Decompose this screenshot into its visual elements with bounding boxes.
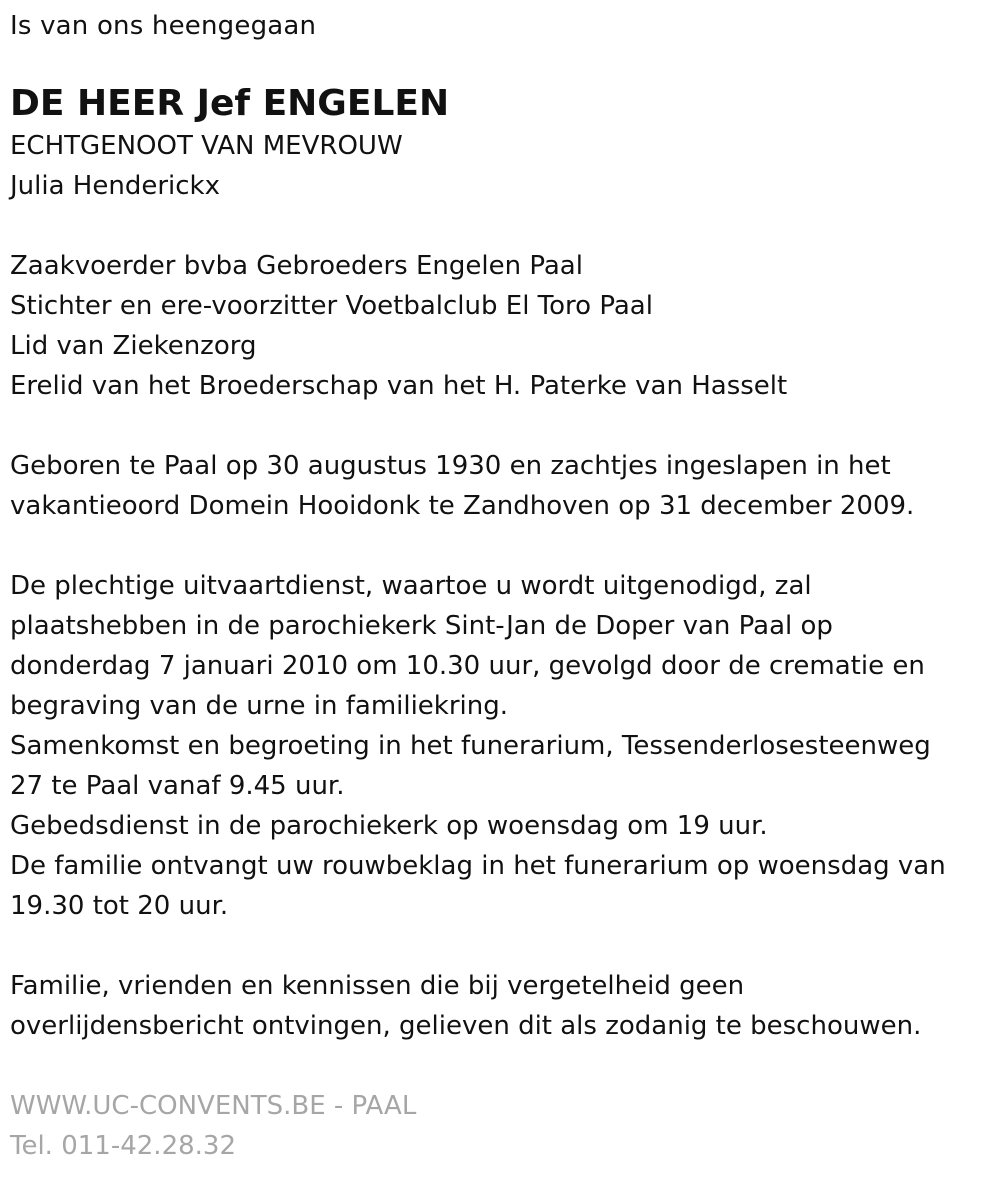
spacer <box>10 206 995 246</box>
paragraph-line: De familie ontvangt uw rouwbeklag in het funerarium op woensdag van <box>10 851 946 881</box>
paragraph-line: De plechtige uitvaartdienst, waartoe u wordt uitgenodigd, zal <box>10 571 812 601</box>
paragraph-line: overlijdensbericht ontvingen, gelieven dit als zodanig te beschouwen. <box>10 1011 922 1041</box>
notice-paragraph <box>10 966 995 1046</box>
spacer <box>10 526 995 566</box>
role-line: Zaakvoerder bvba Gebroeders Engelen Paal <box>10 251 583 281</box>
spacer <box>10 926 995 966</box>
paragraph-line: Gebedsdienst in de parochiekerk op woensdag om 19 uur. <box>10 811 768 841</box>
spacer <box>10 1046 995 1086</box>
death-notice <box>10 6 995 1166</box>
paragraph-line: 27 te Paal vanaf 9.45 uur. <box>10 771 345 801</box>
roles-list <box>10 246 995 406</box>
spouse-label: ECHTGENOOT VAN MEVROUW <box>10 131 403 161</box>
spouse-name: Julia Henderickx <box>10 171 220 201</box>
footer <box>10 1086 995 1166</box>
paragraph-line: Samenkomst en begroeting in het funerarium, Tessenderlosesteenweg <box>10 731 931 761</box>
role-line: Lid van Ziekenzorg <box>10 331 257 361</box>
role-line: Stichter en ere-voorzitter Voetbalclub El Toro Paal <box>10 291 653 321</box>
paragraph-line: begraving van de urne in familiekring. <box>10 691 509 721</box>
birth-death-paragraph <box>10 446 995 526</box>
footer-website: WWW.UC-CONVENTS.BE - PAAL <box>10 1091 417 1121</box>
paragraph-line: Familie, vrienden en kennissen die bij vergetelheid geen <box>10 971 745 1001</box>
footer-phone: Tel. 011-42.28.32 <box>10 1131 237 1161</box>
paragraph-line: 19.30 tot 20 uur. <box>10 891 229 921</box>
deceased-name: DE HEER Jef ENGELEN <box>10 83 450 124</box>
intro-text: Is van ons heengegaan <box>10 11 317 41</box>
paragraph-line: vakantieoord Domein Hooidonk te Zandhoven op 31 december 2009. <box>10 491 915 521</box>
role-line: Erelid van het Broederschap van het H. Paterke van Hasselt <box>10 371 788 401</box>
paragraph-line: Geboren te Paal op 30 augustus 1930 en zachtjes ingeslapen in het <box>10 451 891 481</box>
ceremony-paragraph <box>10 566 995 926</box>
spacer <box>10 406 995 446</box>
paragraph-line: donderdag 7 januari 2010 om 10.30 uur, gevolgd door de crematie en <box>10 651 925 681</box>
paragraph-line: plaatshebben in de parochiekerk Sint-Jan de Doper van Paal op <box>10 611 833 641</box>
